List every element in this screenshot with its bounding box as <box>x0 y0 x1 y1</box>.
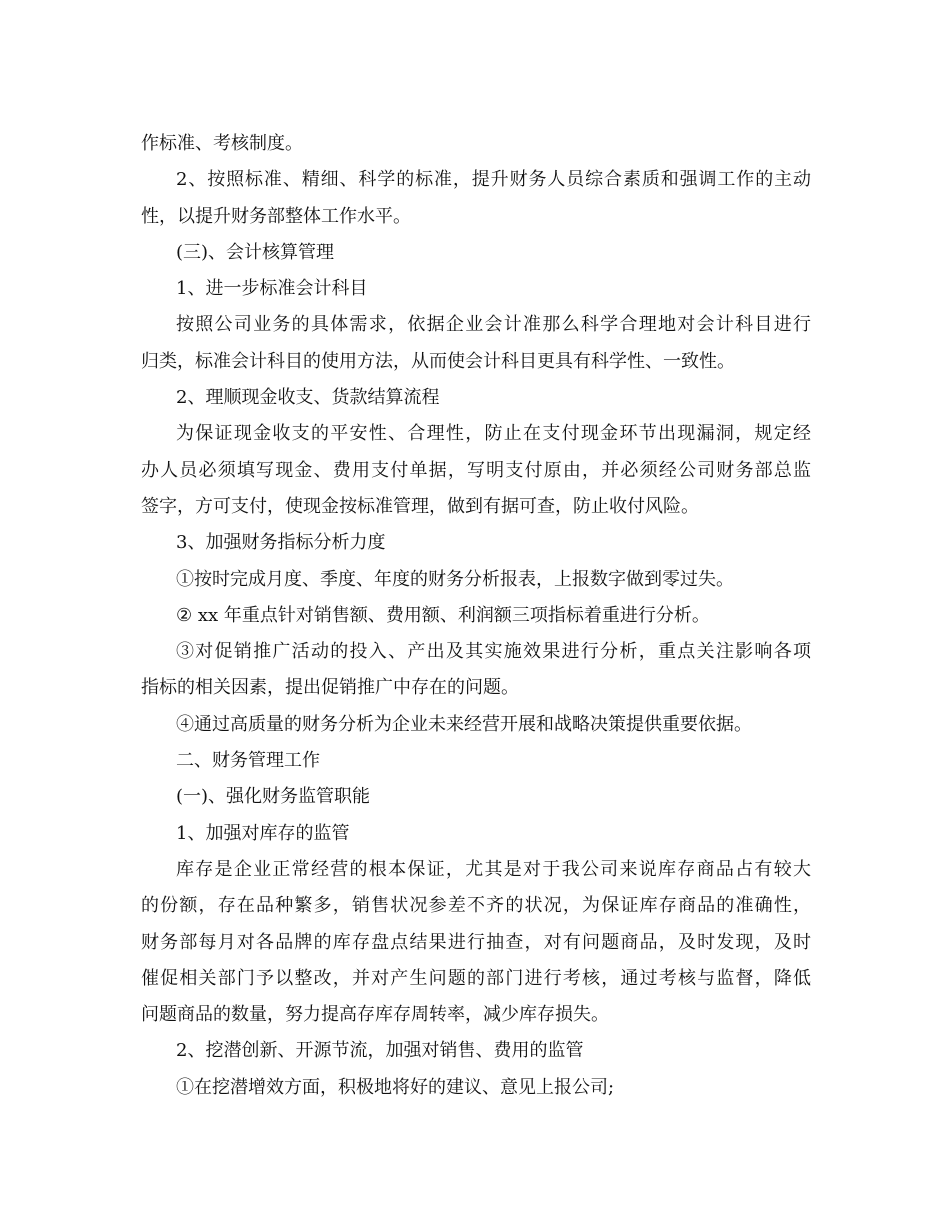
subsection-heading: 3、加强财务指标分析力度 <box>176 532 386 554</box>
text-line: 性，以提升财务部整体工作水平。 <box>141 205 411 227</box>
text-line: 的份额，存在品种繁多，销售状况参差不齐的状况，为保证库存商品的准确性， <box>141 895 811 917</box>
section-heading: (一)、强化财务监管职能 <box>176 786 371 808</box>
text-line: 指标的相关因素，提出促销推广中存在的问题。 <box>141 677 519 699</box>
text-line: 作标准、考核制度。 <box>141 133 303 154</box>
subsection-heading: 1、加强对库存的监管 <box>176 822 350 844</box>
section-heading: 二、财务管理工作 <box>176 750 320 772</box>
section-heading: (三)、会计核算管理 <box>176 241 335 263</box>
text-line: 签字，方可支付，使现金按标准管理，做到有据可查，防止收付风险。 <box>141 495 699 517</box>
subsection-heading: 2、理顺现金收支、货款结算流程 <box>176 387 440 409</box>
list-item: ② xx 年重点针对销售额、费用额、利润额三项指标着重进行分析。 <box>176 604 710 626</box>
text-line: 库存是企业正常经营的根本保证，尤其是对于我公司来说库存商品占有较大 <box>176 858 811 880</box>
text-line: 催促相关部门予以整改，并对产生问题的部门进行考核，通过考核与监督，降低 <box>141 967 811 989</box>
text-line: 归类，标准会计科目的使用方法，从而使会计科目更具有科学性、一致性。 <box>141 350 735 372</box>
text-line: 财务部每月对各品牌的库存盘点结果进行抽查，对有问题商品，及时发现，及时 <box>141 931 811 953</box>
text-line: 办人员必须填写现金、费用支付单据，写明支付原由，并必须经公司财务部总监 <box>141 459 811 481</box>
list-item: ①在挖潜增效方面，积极地将好的建议、意见上报公司; <box>176 1076 615 1098</box>
subsection-heading: 1、进一步标准会计科目 <box>176 278 368 300</box>
text-line: 2、按照标准、精细、科学的标准，提升财务人员综合素质和强调工作的主动 <box>176 169 811 191</box>
document-body <box>141 126 811 1106</box>
text-line: 为保证现金收支的平安性、合理性，防止在支付现金环节出现漏洞，规定经 <box>176 423 811 445</box>
list-item: ③对促销推广活动的投入、产出及其实施效果进行分析，重点关注影响各项 <box>176 641 811 663</box>
text-line: 问题商品的数量，努力提高存库存周转率，减少库存损失。 <box>141 1004 609 1026</box>
list-item: ④通过高质量的财务分析为企业未来经营开展和战略决策提供重要依据。 <box>176 713 752 735</box>
subsection-heading: 2、挖潜创新、开源节流，加强对销售、费用的监管 <box>176 1040 584 1062</box>
list-item: ①按时完成月度、季度、年度的财务分析报表，上报数字做到零过失。 <box>176 568 734 590</box>
text-line: 按照公司业务的具体需求，依据企业会计准那么科学合理地对会计科目进行 <box>176 314 811 336</box>
